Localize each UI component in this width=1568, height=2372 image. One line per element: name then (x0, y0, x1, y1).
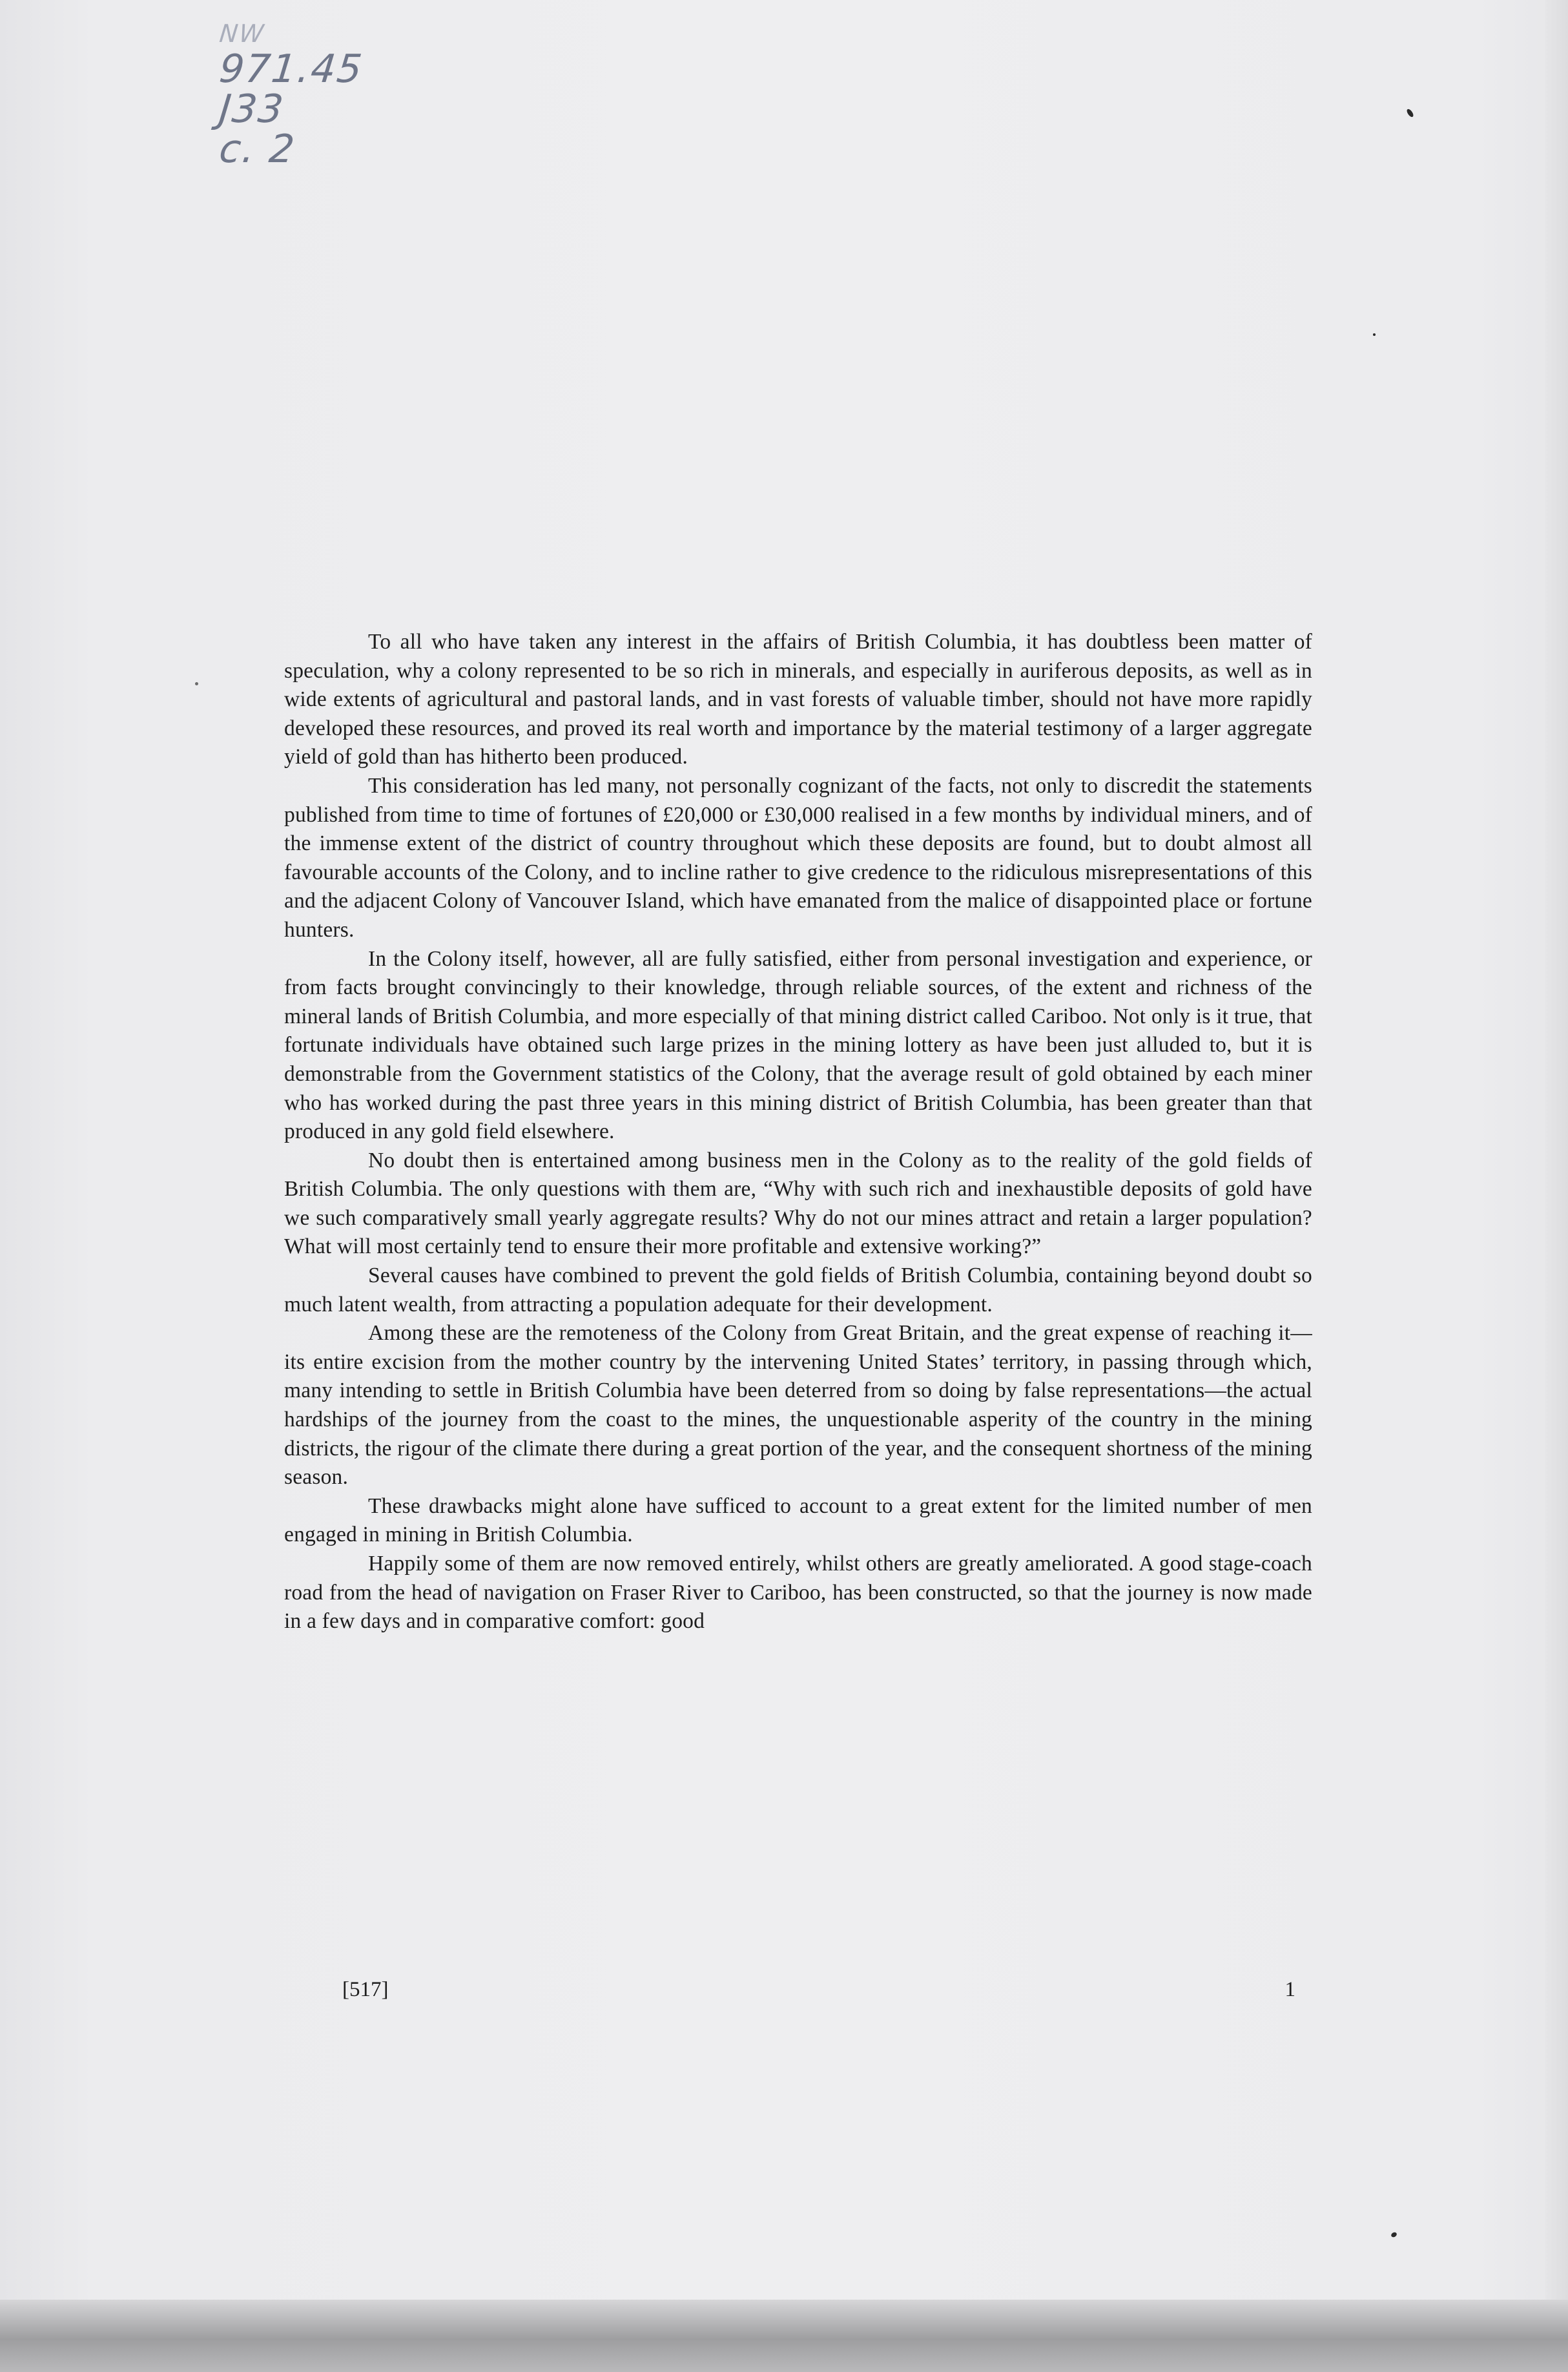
paragraph: In the Colony itself, however, all are fully satisfied, either from personal investigation and experience, or from facts brought convincingly to their knowledge, through reliable sources, of the extent and richness of the mineral lands of British Columbia, and more especially of that mining district called Cariboo. Not only is it true, that fortunate individuals have obtained such large prizes in the mining lottery as have been just alluded to, but it is demonstrable from the Government statistics of the Colony, that the average result of gold obtained by each miner who has worked during the past three years in this mining district of British Columbia, has been greater than that produced in any gold field elsewhere. (284, 946, 1312, 1144)
paragraph: Happily some of them are now removed entirely, whilst others are greatly ameliorated. A good stage-coach road from the head of navigation on Fraser River to Cariboo, has been constructed, so that the journey is now made in a few days and in comparative comfort: good (284, 1552, 1312, 1634)
paragraph: These drawbacks might alone have sufficed to account to a great extent for the limited number of men engaged in mining in British Columbia. (284, 1493, 1312, 1547)
paragraph: To all who have taken any interest in the affairs of British Columbia, it has doubtless been matter of speculation, why a colony represented to be so rich in minerals, and especially in auriferous deposits, as well as in wide extents of agricultural and pastoral lands, and in vast forests of valuable timber, should not have more rapidly developed these resources, and proved its real worth and importance by the material testimony of a larger aggregate yield of gold than has hitherto been produced. (284, 630, 1312, 769)
paragraph: Among these are the remoteness of the Colony from Great Britain, and the great expense of reaching it—its entire excision from the mother country by the intervening United States’ territory, in passing through which, many intending to settle in British Columbia have been deterred from so doing by false representations—the actual hardships of the journey from the coast to the mines, the unquestionable asperity of the country in the mining districts, the rigour of the climate there during a great portion of the year, and the consequent shortness of the mining season. (284, 1321, 1312, 1490)
stray-mark (1373, 333, 1376, 336)
call-number-line: 971.45 (217, 47, 366, 92)
page-footer (284, 1978, 1312, 2014)
page-bottom-edge (0, 2300, 1568, 2372)
paragraph: Several causes have combined to prevent the gold fields of British Columbia, containing beyond doubt so much latent wealth, from attracting a population adequate for their development. (284, 1264, 1312, 1316)
call-number-line: c. 2 (217, 127, 298, 172)
stray-mark (195, 682, 198, 685)
page-right-edge (1545, 0, 1568, 2372)
call-number-line: J33 (217, 87, 287, 132)
document-body (284, 628, 1312, 1636)
handwritten-call-number (217, 18, 387, 172)
paragraph: No doubt then is entertained among business men in the Colony as to the reality of the gold fields of British Columbia. The only questions with them are, “Why with such rich and inexhaustible deposits of gold have we such comparatively small yearly aggregate results? Why do not our mines attract and retain a larger population? What will most certainly tend to ensure their more profitable and extensive working?” (284, 1148, 1312, 1259)
paragraph: This consideration has led many, not personally cognizant of the facts, not only to discredit the statements published from time to time of fortunes of £20,000 or £30,000 realised in a few months by individual miners, and of the immense extent of the district of country throughout which these deposits are found, but to doubt almost all favourable accounts of the Colony, and to incline rather to give credence to the ridiculous misrepresentations of this and the adjacent Colony of Vancouver Island, which have emanated from the malice of disappointed place or fortune hunters. (284, 773, 1312, 942)
call-number-line: NW (218, 19, 267, 48)
signature-mark: [517] (342, 1978, 389, 2001)
page-number: 1 (1284, 1978, 1295, 2001)
